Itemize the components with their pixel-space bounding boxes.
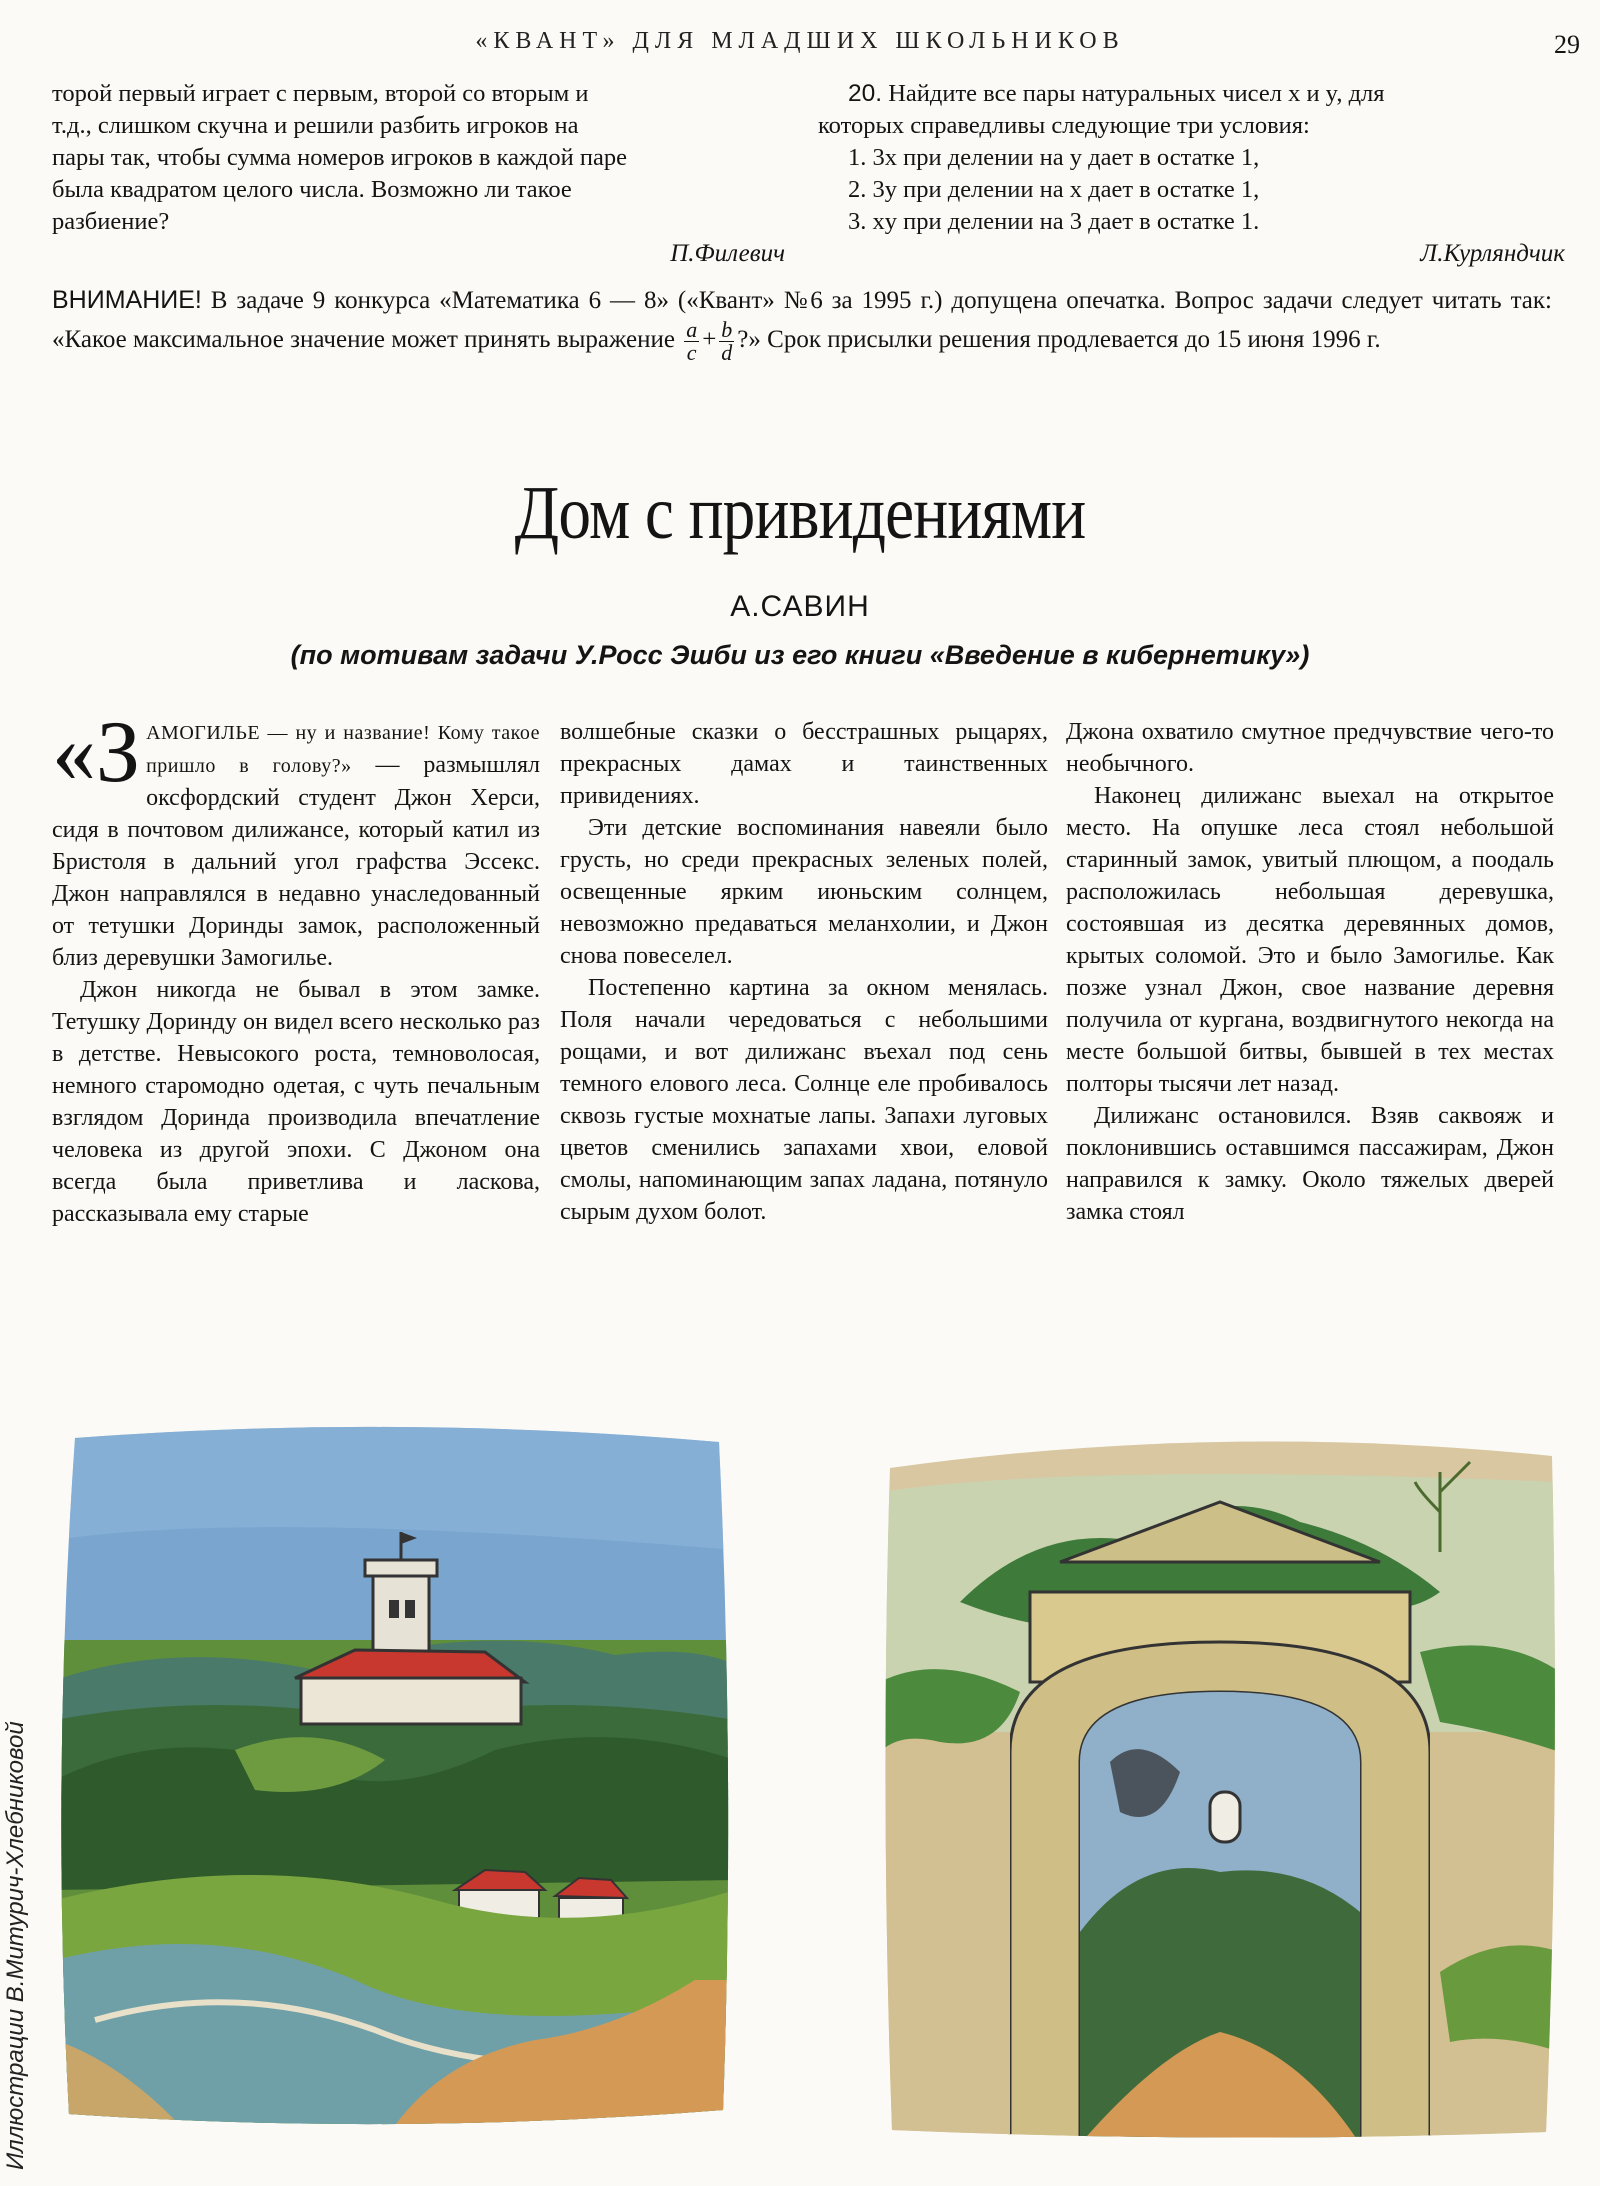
chapel-window [1210, 1792, 1240, 1842]
problem-20-number: 20. [848, 80, 883, 107]
castle-gate-illustration [880, 1432, 1560, 2144]
article-paragraph: Постепенно картина за окном менялась. Поля начали чередоваться с небольшими рощами, и вот дилижанс въехал под сень темного елового леса. Солнце еле пробивалось сквозь густые мохнатые лапы. Запахи луговых цветов сменились запахами хвои, еловой смолы, напоминающим запах ладана, потянуло сырым духом болот. [560, 975, 1048, 1225]
fraction-denominator: c [686, 340, 697, 365]
notice-label: ВНИМАНИЕ! [52, 286, 202, 314]
fraction-numerator: a [686, 317, 698, 342]
notice-text-after: ?» Срок присылки решения продлевается до 15 июня 1996 г. [737, 326, 1381, 354]
article-paragraph: волшебные сказки о бесстрашных рыцарях, прекрасных дамах и таинственных привидениях. [560, 719, 1048, 809]
problem-20-condition: 2. 3y при делении на x дает в остатке 1, [848, 176, 1260, 203]
article-column-1 [52, 704, 541, 1230]
problem-20-intro-line: которых справедливы следующие три условия: [818, 112, 1310, 139]
problem-19-tail [52, 78, 792, 238]
article-paragraph: Джона охватило смутное предчувствие чего-то необычного. [1066, 719, 1554, 777]
article-title: Дом с привидениями [514, 471, 1086, 555]
problem-19-line: т.д., слишком скучна и решили разбить игроков на [52, 112, 579, 139]
article-paragraph: Дилижанс остановился. Взяв саквояж и поклонившись оставшимся пассажирам, Джон направился к замку. Около тяжелых дверей замка стоял [1066, 1103, 1554, 1225]
village-landscape-illustration [55, 1420, 735, 2140]
fraction-denominator: d [721, 340, 733, 365]
page-number: 29 [1554, 30, 1580, 59]
problem-19-signature: П.Филевич [670, 240, 785, 267]
article-paragraph [52, 704, 541, 974]
drop-cap: «З [52, 704, 141, 801]
problem-20-condition: 1. 3x при делении на y дает в остатке 1, [848, 144, 1260, 171]
fraction-a-over-c [684, 319, 699, 364]
running-head: «КВАНТ» ДЛЯ МЛАДШИХ ШКОЛЬНИКОВ [475, 28, 1125, 54]
plus-sign: + [702, 326, 717, 354]
problem-20-signature: Л.Курляндчик [1420, 240, 1565, 267]
problem-19-line: была квадратом целого числа. Возможно ли такое [52, 176, 572, 203]
problem-19-line: торой первый играет с первым, второй со вторым и [52, 80, 589, 107]
article-subtitle: (по мотивам задачи У.Росс Эшби из его книги «Введение в кибернетику») [290, 640, 1310, 670]
opening-words: АМОГИЛЬЕ — ну и название! Кому такое пришло в голову?» [146, 722, 540, 777]
article-paragraph: Наконец дилижанс выехал на открытое место. На опушке леса стоял небольшой старинный замок, увитый плющом, а поодаль расположилась небольшая деревушка, состоявшая из десятка деревянных домов, крытых соломой. Это и было Замогилье. Как позже узнал Джон, свое название деревня получила от кургана, воздвигнутого некогда на месте большой битвы, бывшей в тех местах полторы тысячи лет назад. [1066, 783, 1554, 1097]
paragraph-text: — размышлял оксфордский студент Джон Херси, сидя в почтовом дилижансе, который катил из Бристоля в дальний угол графства Эссекс. Джон направлялся в недавно унаследованный от тетушки Доринды замок, расположенный близ деревушки Замогилье. [52, 752, 541, 971]
fraction-b-over-d [719, 319, 734, 364]
problem-20-intro [818, 78, 1558, 110]
problem-19-line: разбиение? [52, 208, 170, 235]
problem-20-condition: 3. xy при делении на 3 дает в остатке 1. [848, 208, 1260, 235]
problem-20 [818, 78, 1558, 238]
article-column-2 [560, 716, 1048, 1228]
article-paragraph: Эти детские воспоминания навеяли было грусть, но среди прекрасных зеленых полей, освещенные ярким июньским солнцем, невозможно предаваться меланхолии, и Джон снова повеселел. [560, 815, 1048, 969]
article-author: А.САВИН [730, 590, 870, 623]
illustration-credit: Иллюстрации В.Митурич-Хлебниковой [2, 1721, 29, 2170]
problem-20-intro-line: Найдите все пары натуральных чисел x и y, для [888, 80, 1385, 107]
fraction-numerator: b [721, 317, 733, 342]
article-column-3 [1066, 716, 1554, 1228]
notice-text-before: В задаче 9 конкурса «Математика 6 — 8» («Квант» №6 за 1995 г.) допущена опечатка. Вопрос задачи следует читать так: «Какое максимальное значение может принять выражение [52, 287, 1553, 354]
problem-19-line: пары так, чтобы сумма номеров игроков в каждой паре [52, 144, 627, 171]
erratum-notice [52, 282, 1552, 364]
article-paragraph: Джон никогда не бывал в этом замке. Тетушку Доринду он видел всего несколько раз в детстве. Невысокого роста, темноволосая, немного старомодно одетая, с чуть печальным взглядом Доринда производила впечатление человека из другой эпохи. С Джоном она всегда была приветлива и ласкова, рассказывала ему старые [52, 977, 540, 1227]
